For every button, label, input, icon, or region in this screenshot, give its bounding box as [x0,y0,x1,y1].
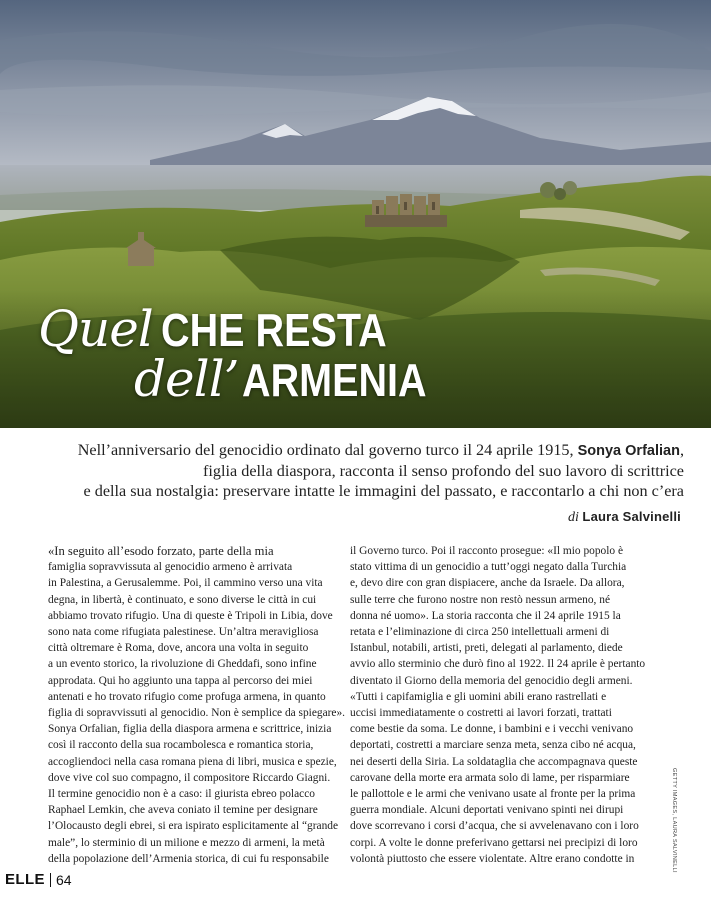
hero-photo [0,0,711,428]
body-line: Il termine genocidio non è a caso: il giurista ebreo polacco [48,788,315,801]
body-line: nei deserti della Siria. La soldataglia che accompagnava queste [350,755,638,768]
byline-di: di [568,510,579,525]
body-line: guerra mondiale. Alcuni deportati venivano spinti nei dirupi [350,804,624,817]
standfirst-author-name: Sonya Orfalian [577,443,680,459]
body-line: così il racconto della sua rocambolesca e romantica storia, [48,739,314,752]
body-line: stato vittima di un genocidio a tutt’oggi negato dalla Turchia [350,561,627,574]
body-line: Istanbul, notabili, artisti, preti, delegati al parlamento, diede [350,642,623,655]
headline-script-1: Quel [38,300,153,358]
body-line: abbiamo trovato rifugio. Una di queste è Tripoli in Libia, dove [48,609,333,622]
body-column-left [48,543,346,867]
headline-script-2: dell’ [134,350,239,408]
body-line: Sonya Orfalian, figlia della diaspora armena e scrittrice, inizia [48,723,332,736]
body-line: deportati, costretti a marciare senza meta, senza cibo né acqua, [350,739,636,752]
standfirst [28,440,684,501]
page-footer [5,871,72,888]
headline [38,300,458,408]
body-line: figlia di sopravvissuti al genocidio. Non è semplice da spiegare». [48,707,346,720]
body-line: dove vive col suo compagno, il compositore Riccardo Giagni. [48,771,331,784]
body-line: in Palestina, a Gerusalemme. Poi, il cammino verso una vita [48,577,323,590]
body-line: a un evento storico, la rivoluzione di Gheddafi, sono infine [48,658,317,671]
byline [568,509,681,526]
headline-bold-1: CHE RESTA [160,304,387,356]
body-line: sulle terre che furono nostre non restò nessun armeno, né [350,593,611,606]
photo-credit [669,768,681,873]
body-line: retata e l’eliminazione di circa 250 intellettuali armeni di [350,626,610,639]
body-line: diventato il Giorno della memoria del genocidio degli armeni. [350,674,633,687]
byline-author: Laura Salvinelli [582,509,681,524]
body-line: corpi. A volte le donne preferivano gettarsi nei precipizi di loro [350,836,638,849]
photo-credit-text: GETTY IMAGES, LAURA SALVINELLI [671,768,677,873]
body-line: male”, lo sterminio di un milione e mezzo di armeni, la metà [48,836,325,849]
body-line: uccisi immediatamente o costretti ai lavori forzati, trattati [350,707,612,720]
body-line: donna né uomo». La storia racconta che il 24 aprile 1915 la [350,609,621,622]
body-line: approdata. Qui ho aggiunto una tappa al percorso dei miei [48,674,313,687]
body-line: della popolazione dell’Armenia storica, di cui fu responsabile [48,852,329,865]
body-line: carovane della morte era armata solo di lame, per risparmiare [350,771,630,784]
footer-divider [50,873,51,887]
body-line: l’Olocausto degli ebrei, si era ispirato esplicitamente al “grande [48,820,339,833]
standfirst-line-2: figlia della diaspora, racconta il senso profondo del suo lavoro di scrittrice [203,462,684,480]
magazine-brand: ELLE [5,871,45,888]
standfirst-line-1: Nell’anniversario del genocidio ordinato dal governo turco il 24 aprile 1915, Sonya Orfalian, [77,441,684,459]
body-line: «In seguito all’esodo forzato, parte della mia [48,544,274,558]
body-column-right [350,543,646,867]
body-line: accogliendoci nella casa romana piena di libri, musica e spezie, [48,755,337,768]
body-line: Raphael Lemkin, che aveva coniato il temine per designare [48,804,318,817]
body-line: avvio allo sterminio che durò fino al 1922. Il 24 aprile è pertanto [350,658,646,671]
body-line: dove scorrevano i corsi d’acqua, che si avvelenavano con i loro [350,820,639,833]
body-line: le pallottole e le armi che venivano usate al fronte per la prima [350,788,636,801]
standfirst-text-1: Nell’anniversario del genocidio ordinato dal governo turco il 24 aprile 1915, [77,441,574,459]
body-line: «Tutti i capifamiglia e gli uomini abili erano rastrellati e [350,690,607,703]
body-line: degna, in libertà, è continuato, e sono diverse le città in cui [48,593,317,606]
body-line: antenati e ho trovato rifugio come profuga armena, in quanto [48,690,326,703]
standfirst-line-3: e della sua nostalgia: preservare intatte le immagini del passato, e raccontarlo a chi non c’era [83,482,684,500]
body-line: come bestie da soma. Le donne, i bambini e i vecchi venivano [350,723,634,736]
body-line: volontà piuttosto che essere violentate. Altre erano condotte in [350,852,635,865]
page-number: 64 [55,871,72,888]
body-line: e, devo dire con gran dispiacere, anche da Israele. Da allora, [350,577,625,590]
body-line: città oltremare è Roma, dove, ancora una volta in seguito [48,642,309,655]
body-line: famiglia sopravvissuta al genocidio armeno è arrivata [48,561,293,574]
body-line: sono nata come rifugiata palestinese. Un’altra meravigliosa [48,626,319,639]
headline-bold-2: ARMENIA [242,354,428,406]
body-line: il Governo turco. Poi il racconto prosegue: «Il mio popolo è [350,545,624,557]
